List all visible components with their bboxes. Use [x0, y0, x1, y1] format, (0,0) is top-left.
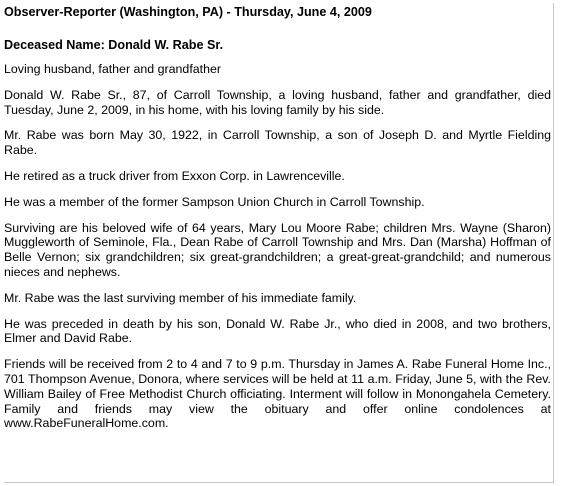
paragraph-survivors: Surviving are his beloved wife of 64 years, Mary Lou Moore Rabe; children Mrs. Wayne (Sharon) Muggleworth of Seminole, Fla., Dean Rabe of Carroll Township and Mrs. Dan (Marsha) Hoffman of Belle Vernon; six grandchildren; six great-grandchildren; a great-great-grandchild; and numerous nieces and nephews.	[4, 220, 551, 279]
deceased-name: Deceased Name: Donald W. Rabe Sr.	[4, 38, 224, 52]
paragraph-family: Mr. Rabe was the last surviving member of his immediate family.	[4, 290, 357, 305]
paragraph-career: He retired as a truck driver from Exxon Corp. in Lawrenceville.	[4, 168, 345, 183]
paragraph-death-notice: Donald W. Rabe Sr., 87, of Carroll Township, a loving husband, father and grandfather, died Tuesday, June 2, 2009, in his home, with his loving family by his side.	[4, 87, 551, 117]
source-header: Observer-Reporter (Washington, PA) - Thursday, June 4, 2009	[4, 5, 372, 19]
paragraph-services: Friends will be received from 2 to 4 and 7 to 9 p.m. Thursday in James A. Rabe Funeral Home Inc., 701 Thompson Avenue, Donora, where services will be held at 11 a.m. Friday, June 5, with the Rev. William Bailey of Free Methodist Church officiating. Interment will follow in Monongahela Cemetery. Family and friends may view the obituary and offer online condolences at www.RabeFuneralHome.com.	[4, 357, 551, 431]
paragraph-birth: Mr. Rabe was born May 30, 1922, in Carroll Township, a son of Joseph D. and Myrtle Fielding Rabe.	[4, 128, 551, 158]
obituary-document	[4, 3, 554, 483]
paragraph-church: He was a member of the former Sampson Union Church in Carroll Township.	[4, 194, 425, 209]
paragraph-predeceased: He was preceded in death by his son, Donald W. Rabe Jr., who died in 2008, and two brothers, Elmer and David Rabe.	[4, 316, 551, 346]
tagline: Loving husband, father and grandfather	[4, 62, 221, 76]
